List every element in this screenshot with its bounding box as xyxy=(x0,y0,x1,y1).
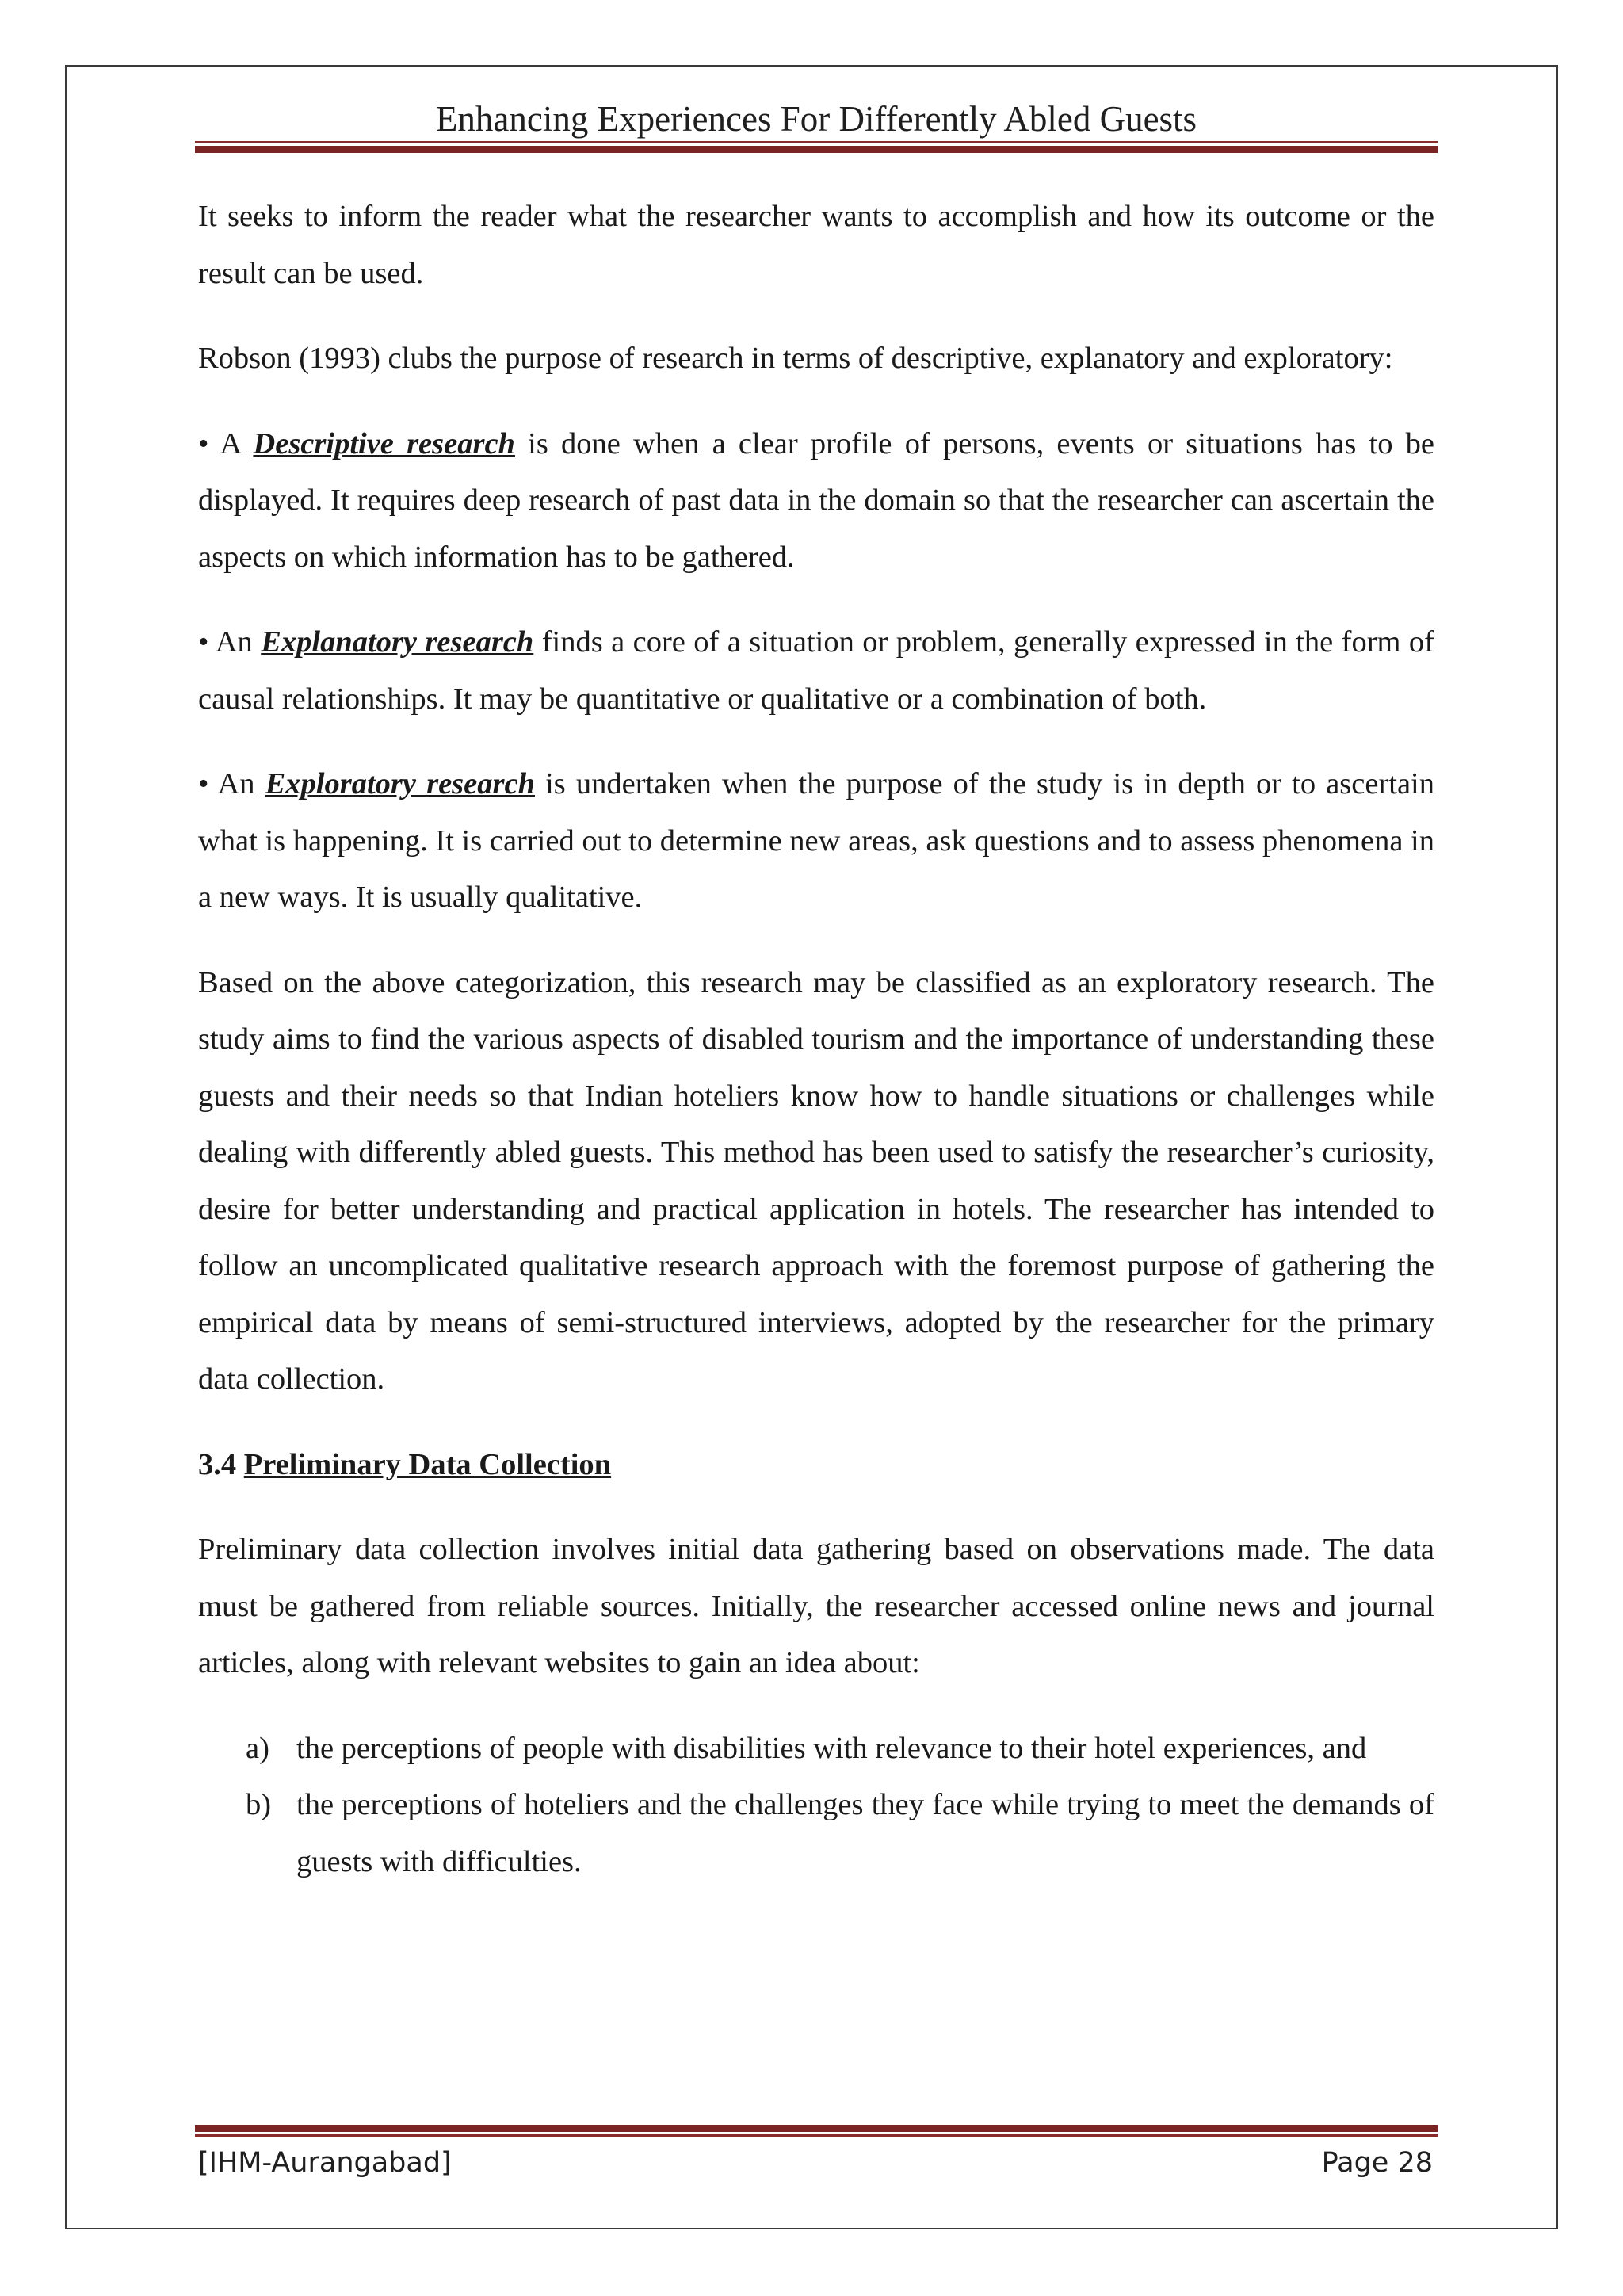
paragraph-intro: It seeks to inform the reader what the researcher wants to accomplish and how its outcome or the result can be used. xyxy=(198,200,1434,290)
bullet-explanatory xyxy=(198,614,1434,728)
list-item xyxy=(198,1777,1434,1890)
page-number: Page 28 xyxy=(1321,2147,1433,2179)
bullet-text: finds a core of a situation or problem, generally expressed in the form of causal relationships. It may be quantitative or qualitative or a combination of both. xyxy=(198,625,1434,716)
paragraph-preliminary: Preliminary data collection involves initial data gathering based on observations made. The data must be gathered from reliable sources. Initially, the researcher accessed online news and journal articles, along with relevant websites to gain an idea about: xyxy=(198,1533,1434,1679)
term-exploratory-research: Exploratory research xyxy=(265,767,535,800)
list-marker: b) xyxy=(246,1788,272,1821)
list-item-text: the perceptions of hoteliers and the challenges they face while trying to meet the demands of guests with difficulties. xyxy=(296,1788,1434,1878)
paragraph-robson: Robson (1993) clubs the purpose of research in terms of descriptive, explanatory and exploratory: xyxy=(198,342,1393,375)
bullet-prefix: • An xyxy=(198,625,262,659)
section-heading xyxy=(198,1437,1434,1494)
bullet-exploratory xyxy=(198,756,1434,926)
list-item xyxy=(198,1721,1434,1778)
bullet-text: is done when a clear profile of persons, events or situations has to be displayed. It requires deep research of past data in the domain so that the researcher can ascertain the aspects on which information has to be gathered. xyxy=(198,426,1434,574)
footer-rule xyxy=(195,2125,1438,2137)
section-number: 3.4 xyxy=(198,1447,237,1481)
term-descriptive-research: Descriptive research xyxy=(253,426,515,460)
bullet-prefix: • An xyxy=(198,767,265,800)
bullet-text: is undertaken when the purpose of the study is in depth or to ascertain what is happening. It is carried out to determine new areas, ask questions and to assess phenomena in a new ways. It is usually qualitative. xyxy=(198,767,1434,914)
bullet-descriptive xyxy=(198,416,1434,586)
list-item-text: the perceptions of people with disabilities with relevance to their hotel experiences, and xyxy=(296,1731,1367,1765)
section-title: Preliminary Data Collection xyxy=(243,1447,612,1481)
paragraph-classification: Based on the above categorization, this research may be classified as an exploratory research. The study aims to find the various aspects of disabled tourism and the importance of understanding these guests and their needs so that Indian hoteliers know how to handle situations or challenges while dealing with differently abled guests. This method has been used to satisfy the researcher’s curiosity, desire for better understanding and practical application in hotels. The researcher has intended to follow an uncomplicated qualitative research approach with the foremost purpose of gathering the empirical data by means of semi-structured interviews, adopted by the researcher for the primary data collection. xyxy=(198,965,1434,1396)
perceptions-list xyxy=(198,1721,1434,1891)
page-header-title: Enhancing Experiences For Differently Abled Guests xyxy=(435,99,1197,139)
bullet-prefix: • A xyxy=(198,426,254,460)
list-marker: a) xyxy=(246,1731,269,1765)
header-rule xyxy=(195,141,1438,153)
footer-institution: [IHM-Aurangabad] xyxy=(198,2147,452,2179)
term-explanatory-research: Explanatory research xyxy=(261,625,534,659)
document-body xyxy=(198,189,1434,1890)
